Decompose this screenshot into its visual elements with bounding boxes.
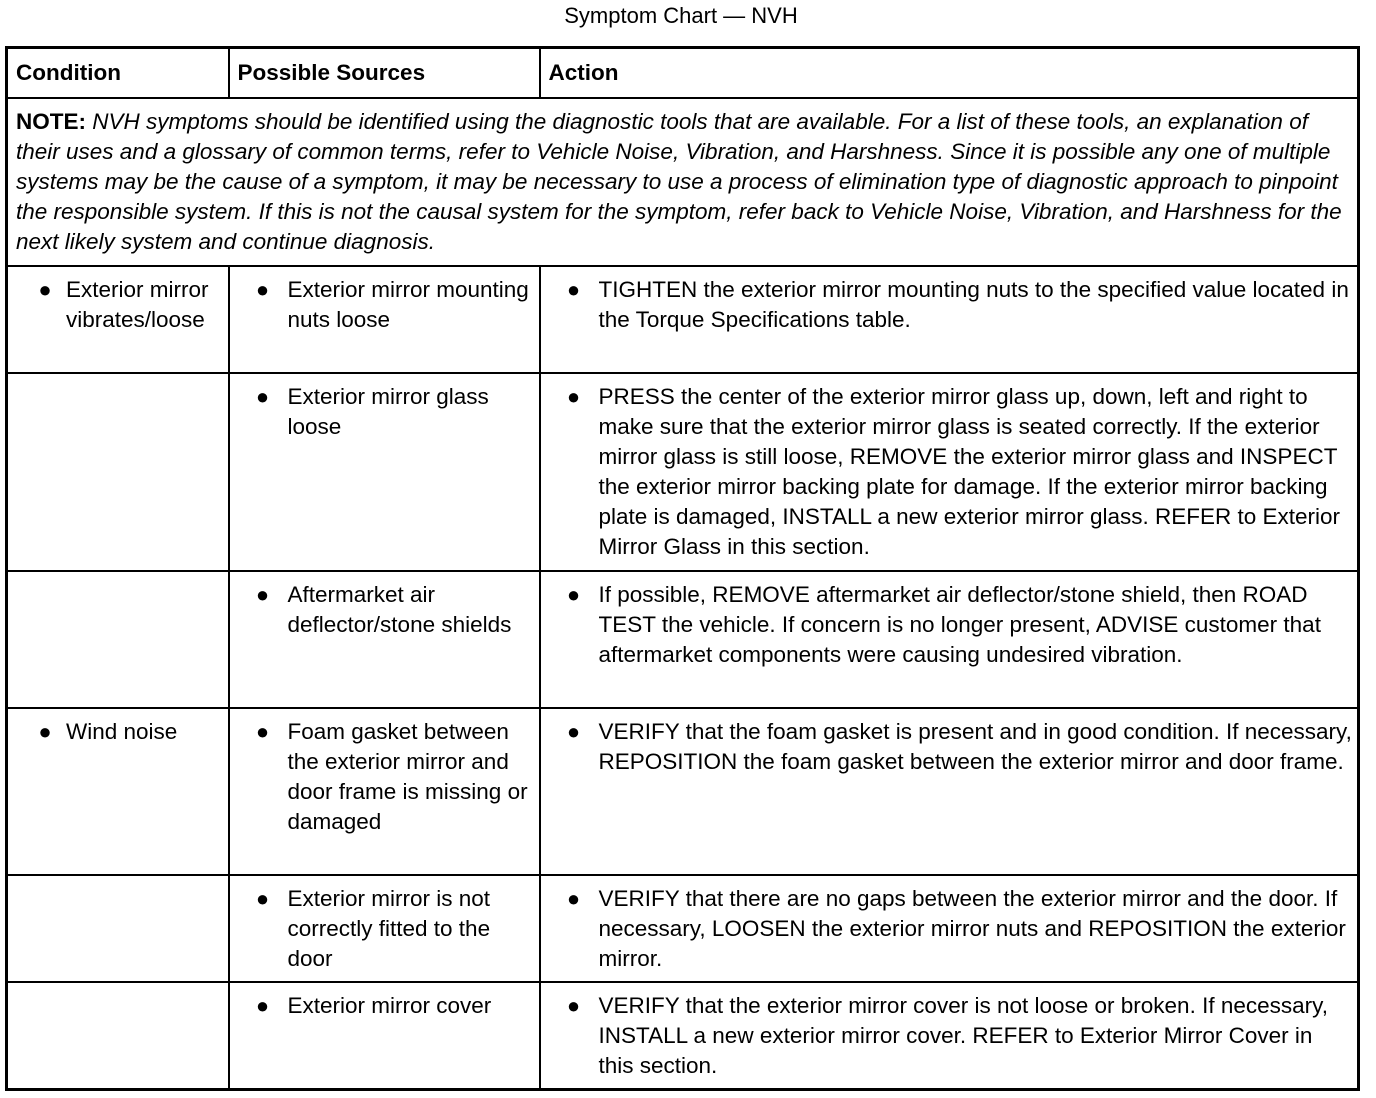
action-item bbox=[541, 572, 1358, 676]
action-item bbox=[541, 876, 1358, 980]
source-text: Exterior mirror cover bbox=[287, 993, 492, 1018]
page-title: Symptom Chart — NVH bbox=[564, 3, 798, 28]
bullet-icon: ● bbox=[255, 277, 270, 302]
bullet-icon: ● bbox=[566, 886, 581, 911]
source-item bbox=[230, 709, 539, 843]
table-row bbox=[7, 708, 1359, 875]
bullet-icon: ● bbox=[255, 993, 270, 1018]
action-cell bbox=[540, 708, 1359, 875]
action-text: PRESS the center of the exterior mirror glass up, down, left and right to make sure that the exterior mirror glass is seated correctly. If the exterior mirror glass is still loose, REMOVE the exterior mirror glass and INSPECT the exterior mirror backing plate for damage. If the exterior mirror backing plate is damaged, INSTALL a new exterior mirror glass. REFER to Exterior Mirror Glass in this section. bbox=[598, 384, 1341, 559]
action-item bbox=[541, 267, 1358, 341]
source-item bbox=[230, 572, 539, 646]
table-row bbox=[7, 266, 1359, 373]
action-text: TIGHTEN the exterior mirror mounting nuts to the specified value located in the Torque Specifications table. bbox=[598, 277, 1349, 332]
source-item bbox=[230, 374, 539, 448]
condition-text: Wind noise bbox=[66, 719, 178, 744]
bullet-icon: ● bbox=[566, 384, 581, 409]
table-row bbox=[7, 982, 1359, 1089]
condition-cell bbox=[7, 373, 229, 571]
source-text: Aftermarket air deflector/stone shields bbox=[287, 582, 512, 637]
source-text: Exterior mirror mounting nuts loose bbox=[287, 277, 529, 332]
source-cell bbox=[229, 875, 540, 982]
source-text: Exterior mirror is not correctly fitted to the door bbox=[287, 886, 491, 971]
bullet-icon: ● bbox=[566, 582, 581, 607]
symptom-chart-table bbox=[5, 46, 1360, 1091]
bullet-icon: ● bbox=[255, 582, 270, 607]
condition-item bbox=[8, 709, 228, 753]
bullet-icon: ● bbox=[566, 277, 581, 302]
table-row bbox=[7, 875, 1359, 982]
action-cell bbox=[540, 982, 1359, 1089]
note-cell bbox=[7, 98, 1359, 266]
bullet-icon: ● bbox=[255, 719, 270, 744]
condition-item bbox=[8, 267, 228, 341]
condition-cell bbox=[7, 982, 229, 1089]
note-row bbox=[7, 98, 1359, 266]
source-text: Exterior mirror glass loose bbox=[287, 384, 489, 439]
condition-cell bbox=[7, 875, 229, 982]
source-item bbox=[230, 983, 539, 1027]
action-text: VERIFY that there are no gaps between the exterior mirror and the door. If necessary, LOOSEN the exterior mirror nuts and REPOSITION the exterior mirror. bbox=[598, 886, 1346, 971]
note-text: NVH symptoms should be identified using the diagnostic tools that are available. For a list of these tools, an explanation of their uses and a glossary of common terms, refer to Vehicle Noise, Vibration, and Harshness. Since it is possible any one of multiple systems may be the cause of a symptom, it may be necessary to use a process of elimination type of diagnostic approach to pinpoint the responsible system. If this is not the causal system for the symptom, refer back to Vehicle Noise, Vibration, and Harshness for the next likely system and continue diagnosis. bbox=[16, 109, 1342, 254]
action-text: VERIFY that the foam gasket is present and in good condition. If necessary, REPOSITION the foam gasket between the exterior mirror and door frame. bbox=[598, 719, 1352, 774]
bullet-icon: ● bbox=[255, 384, 270, 409]
note-label: NOTE: bbox=[16, 109, 86, 134]
bullet-icon: ● bbox=[38, 277, 52, 302]
source-item bbox=[230, 267, 539, 341]
table-row bbox=[7, 373, 1359, 571]
condition-text: Exterior mirror vibrates/loose bbox=[66, 277, 209, 332]
action-item bbox=[541, 709, 1358, 783]
action-text: VERIFY that the exterior mirror cover is not loose or broken. If necessary, INSTALL a new exterior mirror cover. REFER to Exterior Mirror Cover in this section. bbox=[598, 993, 1328, 1078]
condition-cell bbox=[7, 266, 229, 373]
source-cell bbox=[229, 982, 540, 1089]
header-action: Action bbox=[540, 48, 1359, 99]
header-row bbox=[7, 48, 1359, 99]
action-cell bbox=[540, 266, 1359, 373]
source-text: Foam gasket between the exterior mirror and door frame is missing or damaged bbox=[287, 719, 528, 834]
source-cell bbox=[229, 373, 540, 571]
source-cell bbox=[229, 708, 540, 875]
action-item bbox=[541, 983, 1358, 1087]
action-cell bbox=[540, 875, 1359, 982]
condition-cell bbox=[7, 571, 229, 708]
bullet-icon: ● bbox=[38, 719, 52, 744]
header-condition: Condition bbox=[7, 48, 229, 99]
source-cell bbox=[229, 571, 540, 708]
action-item bbox=[541, 374, 1358, 568]
bullet-icon: ● bbox=[566, 719, 581, 744]
bullet-icon: ● bbox=[566, 993, 581, 1018]
header-possible-sources: Possible Sources bbox=[229, 48, 540, 99]
action-text: If possible, REMOVE aftermarket air deflector/stone shield, then ROAD TEST the vehicle. If concern is no longer present, ADVISE customer that aftermarket components were causing undesired vibration. bbox=[598, 582, 1321, 667]
action-cell bbox=[540, 373, 1359, 571]
table-row bbox=[7, 571, 1359, 708]
bullet-icon: ● bbox=[255, 886, 270, 911]
source-cell bbox=[229, 266, 540, 373]
action-cell bbox=[540, 571, 1359, 708]
condition-cell bbox=[7, 708, 229, 875]
source-item bbox=[230, 876, 539, 980]
